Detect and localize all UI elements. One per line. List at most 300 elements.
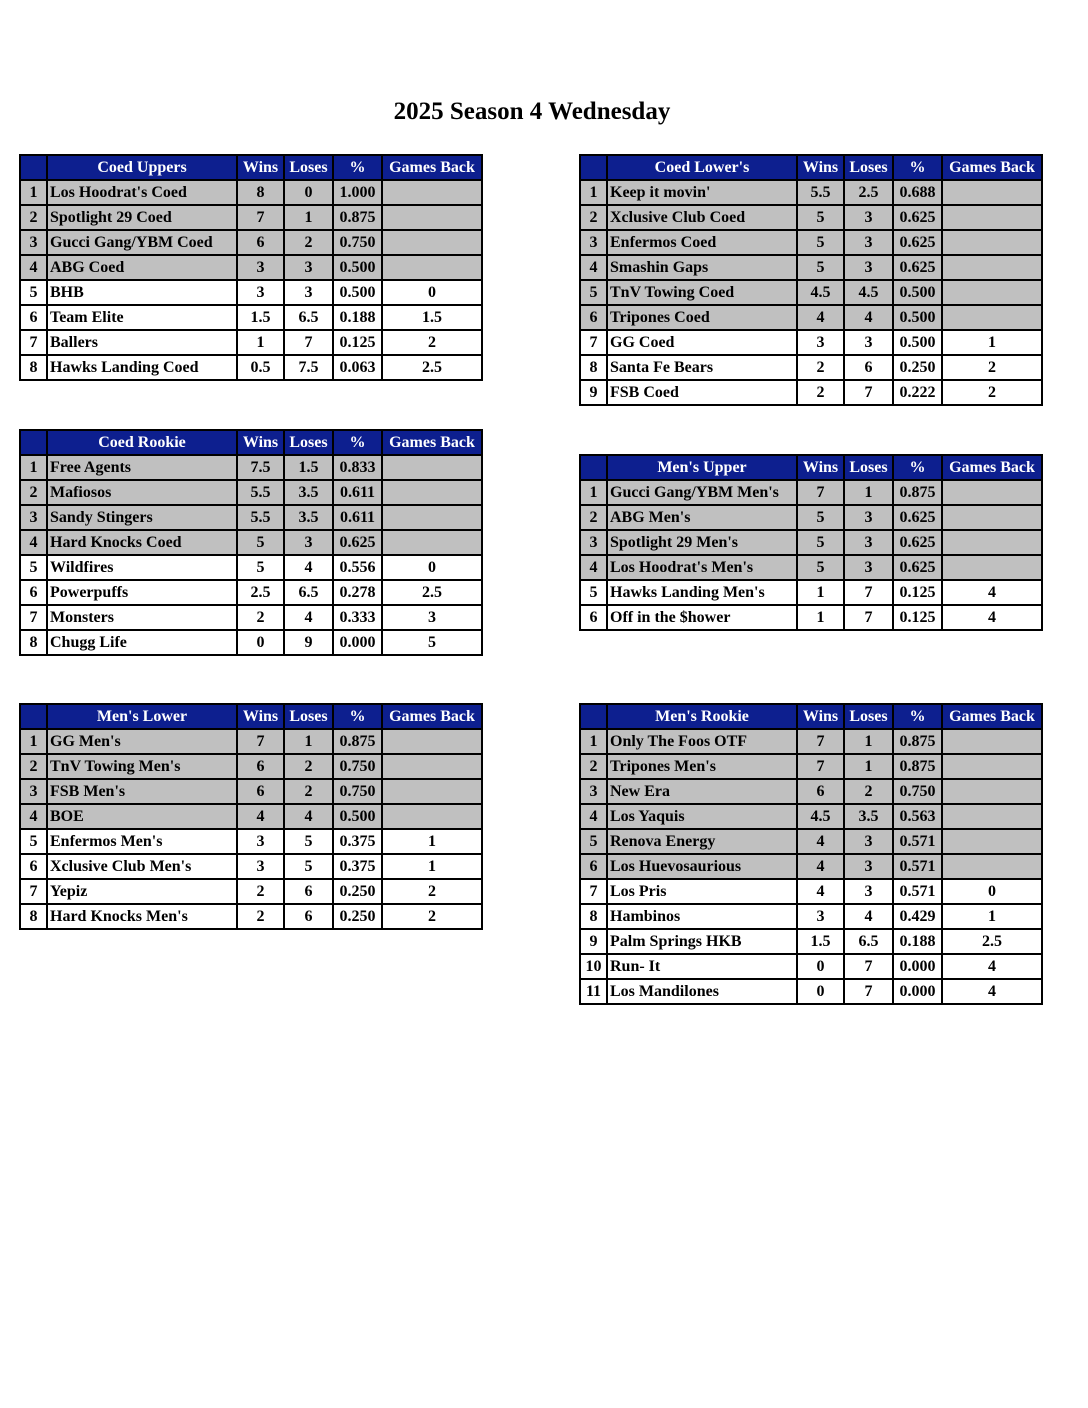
pct-cell: 0.250: [333, 879, 382, 904]
table-row: [580, 255, 1042, 280]
team-name-cell: TnV Towing Men's: [47, 754, 237, 779]
wins-cell: 7.5: [237, 455, 284, 480]
wins-cell: 1: [237, 330, 284, 355]
team-name-cell: Wildfires: [47, 555, 237, 580]
pct-cell: 0.125: [893, 580, 942, 605]
pct-cell: 0.429: [893, 904, 942, 929]
rank-header: [580, 155, 607, 180]
wins-cell: 3: [237, 854, 284, 879]
table-row: [20, 804, 482, 829]
pct-cell: 0.571: [893, 829, 942, 854]
division-name: Men's Rookie: [607, 704, 797, 729]
loses-cell: 3: [844, 330, 893, 355]
loses-cell: 3: [844, 530, 893, 555]
pct-cell: 0.556: [333, 555, 382, 580]
games-back-cell: [382, 230, 482, 255]
games-back-cell: [382, 205, 482, 230]
games-back-cell: [942, 829, 1042, 854]
pct-cell: 0.250: [893, 355, 942, 380]
team-name-cell: Los Mandilones: [607, 979, 797, 1004]
games-back-cell: 4: [942, 954, 1042, 979]
rank-cell: 7: [580, 330, 607, 355]
rank-cell: 3: [20, 230, 47, 255]
wins-cell: 4: [237, 804, 284, 829]
loses-cell: 3: [844, 255, 893, 280]
loses-cell: 6.5: [284, 580, 333, 605]
division-name: Coed Lower's: [607, 155, 797, 180]
pct-cell: 0.571: [893, 879, 942, 904]
table-row: [20, 754, 482, 779]
rank-cell: 6: [20, 305, 47, 330]
table-row: [580, 480, 1042, 505]
table-row: [580, 505, 1042, 530]
loses-cell: 1: [844, 729, 893, 754]
rank-cell: 3: [20, 505, 47, 530]
games-back-cell: [942, 505, 1042, 530]
games-back-cell: [942, 230, 1042, 255]
rank-cell: 7: [20, 330, 47, 355]
wins-cell: 4: [797, 879, 844, 904]
wins-cell: 7: [237, 729, 284, 754]
team-name-cell: Hard Knocks Coed: [47, 530, 237, 555]
team-name-cell: Xclusive Club Men's: [47, 854, 237, 879]
table-row: [580, 605, 1042, 630]
team-name-cell: Smashin Gaps: [607, 255, 797, 280]
wins-cell: 2: [237, 904, 284, 929]
games-back-header: Games Back: [382, 155, 482, 180]
rank-cell: 1: [580, 480, 607, 505]
team-name-cell: Los Huevosaurious: [607, 854, 797, 879]
loses-cell: 3: [284, 280, 333, 305]
loses-cell: 5: [284, 829, 333, 854]
table-row: [580, 804, 1042, 829]
pct-cell: 0.625: [893, 555, 942, 580]
pct-cell: 0.875: [893, 729, 942, 754]
pct-cell: 0.625: [893, 530, 942, 555]
rank-cell: 2: [580, 505, 607, 530]
table-row: [580, 380, 1042, 405]
games-back-cell: [942, 804, 1042, 829]
team-name-cell: Los Hoodrat's Men's: [607, 555, 797, 580]
team-name-cell: Ballers: [47, 330, 237, 355]
table-row: [20, 555, 482, 580]
wins-cell: 5: [797, 255, 844, 280]
team-name-cell: Palm Springs HKB: [607, 929, 797, 954]
wins-header: Wins: [237, 155, 284, 180]
team-name-cell: Off in the $hower: [607, 605, 797, 630]
loses-header: Loses: [284, 704, 333, 729]
games-back-cell: [942, 754, 1042, 779]
rank-header: [580, 704, 607, 729]
pct-cell: 0.063: [333, 355, 382, 380]
table-row: [580, 779, 1042, 804]
pct-cell: 0.375: [333, 854, 382, 879]
pct-cell: 0.625: [893, 505, 942, 530]
loses-cell: 6: [284, 904, 333, 929]
team-name-cell: Gucci Gang/YBM Coed: [47, 230, 237, 255]
wins-cell: 3: [237, 280, 284, 305]
wins-header: Wins: [237, 704, 284, 729]
pct-cell: 0.625: [333, 530, 382, 555]
wins-cell: 3: [797, 330, 844, 355]
pct-cell: 0.222: [893, 380, 942, 405]
games-back-cell: 1: [942, 330, 1042, 355]
team-name-cell: FSB Coed: [607, 380, 797, 405]
pct-cell: 1.000: [333, 180, 382, 205]
wins-cell: 5: [237, 555, 284, 580]
table-row: [580, 754, 1042, 779]
games-back-cell: [382, 804, 482, 829]
team-name-cell: BHB: [47, 280, 237, 305]
pct-cell: 0.125: [333, 330, 382, 355]
team-name-cell: Team Elite: [47, 305, 237, 330]
standings-table-coed-rookie: [19, 429, 483, 656]
rank-cell: 2: [580, 754, 607, 779]
team-name-cell: Los Hoodrat's Coed: [47, 180, 237, 205]
team-name-cell: Renova Energy: [607, 829, 797, 854]
pct-cell: 0.750: [893, 779, 942, 804]
wins-cell: 1: [797, 605, 844, 630]
division-name: Coed Rookie: [47, 430, 237, 455]
wins-cell: 7: [797, 754, 844, 779]
table-row: [580, 305, 1042, 330]
table-row: [580, 330, 1042, 355]
loses-cell: 2: [284, 779, 333, 804]
rank-cell: 4: [20, 530, 47, 555]
rank-cell: 4: [20, 255, 47, 280]
table-row: [580, 729, 1042, 754]
rank-cell: 5: [580, 580, 607, 605]
pct-cell: 0.500: [333, 280, 382, 305]
games-back-cell: 4: [942, 979, 1042, 1004]
games-back-cell: [942, 480, 1042, 505]
table-row: [580, 280, 1042, 305]
pct-header: %: [333, 155, 382, 180]
standings-table-mens-lower: [19, 703, 483, 930]
pct-cell: 0.250: [333, 904, 382, 929]
table-header-row: [20, 704, 482, 729]
wins-cell: 1.5: [237, 305, 284, 330]
pct-header: %: [333, 704, 382, 729]
table-row: [580, 180, 1042, 205]
wins-cell: 4.5: [797, 804, 844, 829]
games-back-cell: [942, 180, 1042, 205]
rank-cell: 3: [580, 230, 607, 255]
wins-cell: 0.5: [237, 355, 284, 380]
games-back-header: Games Back: [382, 430, 482, 455]
games-back-cell: 1: [942, 904, 1042, 929]
wins-header: Wins: [797, 155, 844, 180]
team-name-cell: ABG Men's: [607, 505, 797, 530]
team-name-cell: Hambinos: [607, 904, 797, 929]
rank-cell: 9: [580, 929, 607, 954]
pct-cell: 0.611: [333, 480, 382, 505]
loses-cell: 1.5: [284, 455, 333, 480]
team-name-cell: Mafiosos: [47, 480, 237, 505]
loses-cell: 3: [844, 854, 893, 879]
table-row: [20, 904, 482, 929]
pct-cell: 0.875: [333, 729, 382, 754]
table-row: [580, 979, 1042, 1004]
games-back-header: Games Back: [942, 155, 1042, 180]
loses-cell: 3: [844, 555, 893, 580]
rank-cell: 5: [20, 555, 47, 580]
rank-cell: 2: [580, 205, 607, 230]
rank-cell: 1: [580, 729, 607, 754]
wins-cell: 5: [797, 555, 844, 580]
table-header-row: [580, 155, 1042, 180]
team-name-cell: GG Men's: [47, 729, 237, 754]
wins-cell: 7: [797, 480, 844, 505]
wins-cell: 2: [797, 380, 844, 405]
table-row: [20, 305, 482, 330]
loses-cell: 3: [844, 230, 893, 255]
loses-cell: 6.5: [844, 929, 893, 954]
games-back-cell: [942, 729, 1042, 754]
table-header-row: [580, 704, 1042, 729]
wins-cell: 8: [237, 180, 284, 205]
table-row: [20, 729, 482, 754]
loses-cell: 5: [284, 854, 333, 879]
rank-header: [20, 155, 47, 180]
wins-cell: 7: [797, 729, 844, 754]
loses-cell: 3.5: [844, 804, 893, 829]
games-back-header: Games Back: [942, 704, 1042, 729]
games-back-header: Games Back: [382, 704, 482, 729]
table-row: [20, 630, 482, 655]
loses-header: Loses: [844, 704, 893, 729]
games-back-cell: [942, 854, 1042, 879]
wins-cell: 5.5: [237, 505, 284, 530]
games-back-cell: [382, 505, 482, 530]
rank-cell: 5: [580, 829, 607, 854]
table-header-row: [580, 455, 1042, 480]
team-name-cell: Enfermos Coed: [607, 230, 797, 255]
pct-cell: 0.875: [893, 754, 942, 779]
rank-cell: 8: [580, 904, 607, 929]
wins-cell: 0: [237, 630, 284, 655]
rank-cell: 7: [580, 879, 607, 904]
standings-table-coed-lowers: [579, 154, 1043, 406]
pct-cell: 0.875: [333, 205, 382, 230]
rank-cell: 4: [580, 255, 607, 280]
games-back-cell: 2: [942, 380, 1042, 405]
wins-cell: 5: [797, 530, 844, 555]
pct-cell: 0.625: [893, 230, 942, 255]
table-row: [580, 580, 1042, 605]
wins-cell: 1.5: [797, 929, 844, 954]
team-name-cell: FSB Men's: [47, 779, 237, 804]
rank-cell: 11: [580, 979, 607, 1004]
rank-cell: 6: [20, 854, 47, 879]
pct-cell: 0.000: [893, 979, 942, 1004]
pct-cell: 0.188: [893, 929, 942, 954]
wins-cell: 1: [797, 580, 844, 605]
rank-cell: 8: [580, 355, 607, 380]
loses-cell: 4: [284, 804, 333, 829]
loses-cell: 3: [284, 530, 333, 555]
rank-cell: 2: [20, 205, 47, 230]
pct-cell: 0.750: [333, 754, 382, 779]
team-name-cell: Powerpuffs: [47, 580, 237, 605]
games-back-cell: [382, 255, 482, 280]
games-back-cell: [942, 280, 1042, 305]
wins-cell: 5.5: [237, 480, 284, 505]
loses-cell: 4: [844, 305, 893, 330]
table-row: [20, 854, 482, 879]
table-header-row: [20, 155, 482, 180]
games-back-cell: [382, 754, 482, 779]
games-back-cell: 3: [382, 605, 482, 630]
games-back-cell: 2.5: [382, 355, 482, 380]
team-name-cell: Santa Fe Bears: [607, 355, 797, 380]
games-back-cell: 2: [382, 879, 482, 904]
wins-header: Wins: [797, 704, 844, 729]
table-row: [580, 954, 1042, 979]
team-name-cell: Sandy Stingers: [47, 505, 237, 530]
rank-cell: 7: [20, 879, 47, 904]
games-back-cell: [942, 779, 1042, 804]
pct-cell: 0.000: [893, 954, 942, 979]
games-back-cell: [382, 530, 482, 555]
wins-cell: 6: [237, 230, 284, 255]
standings-table-mens-upper: [579, 454, 1043, 631]
pct-cell: 0.125: [893, 605, 942, 630]
rank-cell: 5: [20, 280, 47, 305]
wins-cell: 2: [237, 605, 284, 630]
table-row: [20, 205, 482, 230]
pct-cell: 0.571: [893, 854, 942, 879]
table-row: [20, 829, 482, 854]
loses-cell: 7: [844, 979, 893, 1004]
wins-cell: 4: [797, 305, 844, 330]
table-header-row: [20, 430, 482, 455]
wins-cell: 5.5: [797, 180, 844, 205]
team-name-cell: Monsters: [47, 605, 237, 630]
wins-cell: 3: [797, 904, 844, 929]
table-row: [20, 330, 482, 355]
games-back-cell: [942, 305, 1042, 330]
team-name-cell: Los Yaquis: [607, 804, 797, 829]
games-back-cell: 1: [382, 829, 482, 854]
team-name-cell: Run- It: [607, 954, 797, 979]
loses-cell: 9: [284, 630, 333, 655]
table-row: [20, 230, 482, 255]
pct-cell: 0.833: [333, 455, 382, 480]
table-row: [20, 255, 482, 280]
team-name-cell: Yepiz: [47, 879, 237, 904]
wins-cell: 0: [797, 979, 844, 1004]
division-name: Men's Upper: [607, 455, 797, 480]
loses-cell: 3.5: [284, 505, 333, 530]
loses-cell: 2: [844, 779, 893, 804]
wins-cell: 4: [797, 854, 844, 879]
games-back-cell: [942, 555, 1042, 580]
rank-cell: 1: [20, 729, 47, 754]
loses-cell: 7: [844, 605, 893, 630]
wins-cell: 5: [797, 505, 844, 530]
loses-cell: 3: [844, 505, 893, 530]
wins-cell: 5: [797, 205, 844, 230]
rank-cell: 6: [580, 854, 607, 879]
games-back-cell: 2: [382, 330, 482, 355]
games-back-cell: 0: [382, 280, 482, 305]
team-name-cell: Only The Foos OTF: [607, 729, 797, 754]
rank-cell: 6: [580, 605, 607, 630]
wins-cell: 4.5: [797, 280, 844, 305]
games-back-cell: [382, 729, 482, 754]
rank-cell: 1: [20, 455, 47, 480]
games-back-cell: [382, 455, 482, 480]
table-row: [20, 480, 482, 505]
rank-cell: 4: [580, 555, 607, 580]
team-name-cell: BOE: [47, 804, 237, 829]
rank-cell: 8: [20, 904, 47, 929]
team-name-cell: Gucci Gang/YBM Men's: [607, 480, 797, 505]
loses-cell: 7: [844, 954, 893, 979]
rank-cell: 9: [580, 380, 607, 405]
team-name-cell: Tripones Coed: [607, 305, 797, 330]
rank-cell: 2: [20, 480, 47, 505]
pct-header: %: [893, 155, 942, 180]
pct-cell: 0.563: [893, 804, 942, 829]
games-back-cell: [942, 530, 1042, 555]
pct-cell: 0.875: [893, 480, 942, 505]
pct-cell: 0.500: [893, 280, 942, 305]
table-row: [20, 779, 482, 804]
rank-cell: 5: [580, 280, 607, 305]
table-row: [580, 904, 1042, 929]
team-name-cell: Enfermos Men's: [47, 829, 237, 854]
table-row: [580, 555, 1042, 580]
table-row: [580, 230, 1042, 255]
rank-header: [580, 455, 607, 480]
standings-table-coed-uppers: [19, 154, 483, 381]
loses-cell: 6.5: [284, 305, 333, 330]
wins-header: Wins: [237, 430, 284, 455]
wins-cell: 3: [237, 255, 284, 280]
rank-cell: 1: [580, 180, 607, 205]
wins-cell: 5: [237, 530, 284, 555]
loses-cell: 7.5: [284, 355, 333, 380]
team-name-cell: Chugg Life: [47, 630, 237, 655]
wins-cell: 3: [237, 829, 284, 854]
table-row: [580, 355, 1042, 380]
team-name-cell: New Era: [607, 779, 797, 804]
team-name-cell: Tripones Men's: [607, 754, 797, 779]
pct-cell: 0.688: [893, 180, 942, 205]
loses-cell: 2: [284, 754, 333, 779]
rank-header: [20, 430, 47, 455]
table-row: [20, 505, 482, 530]
table-row: [580, 530, 1042, 555]
loses-cell: 3: [844, 829, 893, 854]
pct-cell: 0.375: [333, 829, 382, 854]
wins-cell: 6: [237, 754, 284, 779]
team-name-cell: Xclusive Club Coed: [607, 205, 797, 230]
loses-cell: 1: [844, 754, 893, 779]
rank-cell: 5: [20, 829, 47, 854]
division-name: Coed Uppers: [47, 155, 237, 180]
games-back-cell: 2: [382, 904, 482, 929]
table-row: [580, 879, 1042, 904]
team-name-cell: Hawks Landing Men's: [607, 580, 797, 605]
team-name-cell: Spotlight 29 Coed: [47, 205, 237, 230]
games-back-cell: 0: [942, 879, 1042, 904]
rank-cell: 8: [20, 355, 47, 380]
games-back-cell: 2.5: [942, 929, 1042, 954]
team-name-cell: ABG Coed: [47, 255, 237, 280]
